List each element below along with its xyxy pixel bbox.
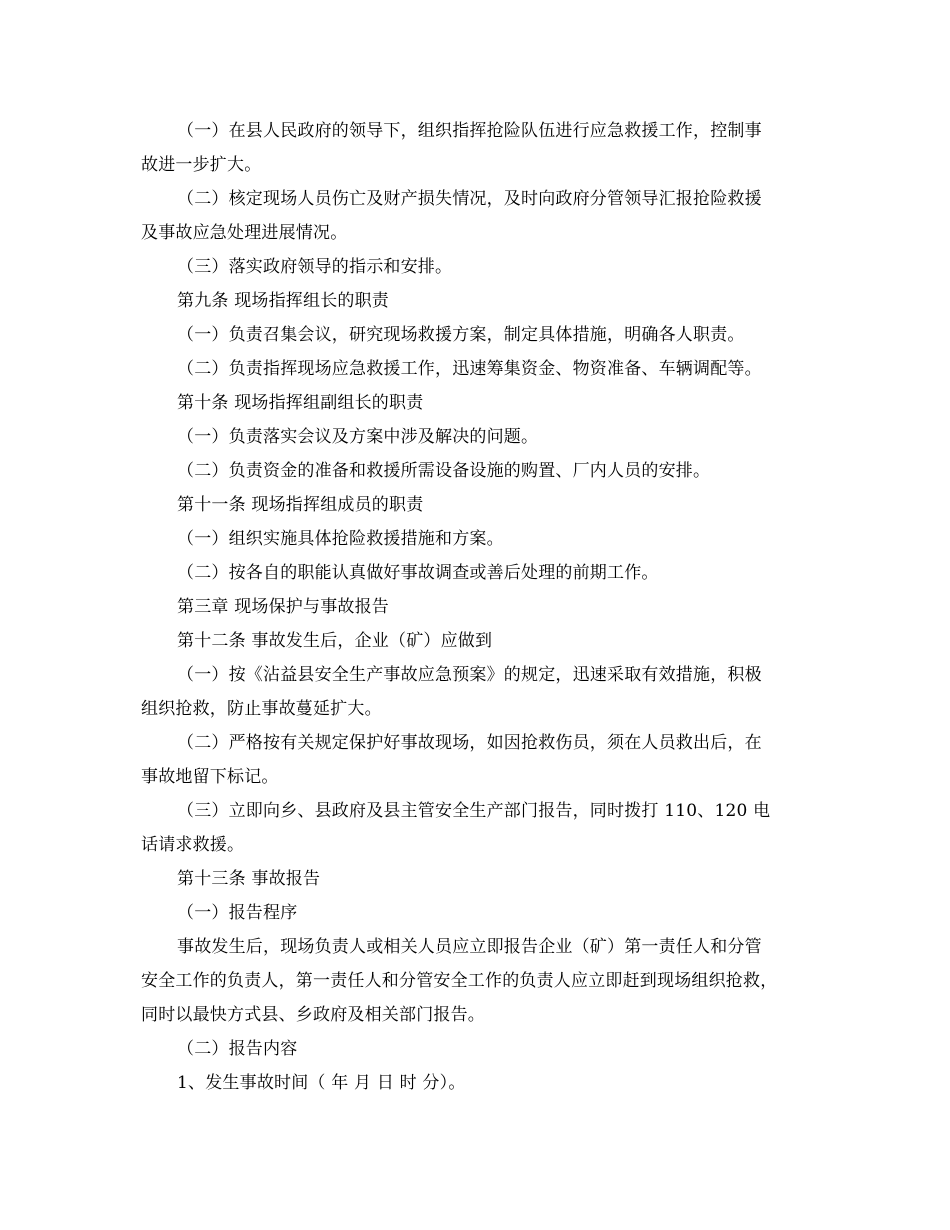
text-line: （一）在县人民政府的领导下，组织指挥抢险队伍进行应急救援工作，控制事 (177, 121, 762, 141)
chapter-heading: 第三章 现场保护与事故报告 (177, 597, 390, 617)
text-line: 同时以最快方式县、乡政府及相关部门报告。 (141, 1005, 485, 1025)
text-line: （三）落实政府领导的指示和安排。 (177, 257, 453, 277)
text-line: 事故发生后，现场负责人或相关人员应立即报告企业（矿）第一责任人和分管 (177, 937, 762, 957)
text-line: （一）组织实施具体抢险救援措施和方案。 (177, 529, 504, 549)
text-line: 1、发生事故时间（ 年 月 日 时 分）。 (177, 1073, 466, 1093)
section-heading: 第十三条 事故报告 (177, 869, 321, 889)
text-line: （二）按各自的职能认真做好事故调查或善后处理的前期工作。 (177, 563, 659, 583)
section-heading: 第九条 现场指挥组长的职责 (177, 291, 390, 311)
section-heading: 第十二条 事故发生后，企业（矿）应做到 (177, 631, 493, 651)
text-line: 话请求救援。 (141, 835, 245, 855)
text-line: （二）负责资金的准备和救援所需设备设施的购置、厂内人员的安排。 (177, 461, 711, 481)
text-line: 安全工作的负责人，第一责任人和分管安全工作的负责人应立即赶到现场组织抢救， (141, 971, 778, 991)
text-line: （一）负责召集会议，研究现场救援方案，制定具体措施，明确各人职责。 (177, 325, 745, 345)
text-line: （二）严格按有关规定保护好事故现场，如因抢救伤员，须在人员救出后，在 (177, 733, 762, 753)
text-line: 及事故应急处理进展情况。 (141, 223, 348, 243)
text-line: （三）立即向乡、县政府及县主管安全生产部门报告，同时拨打 110、120 电 (177, 801, 771, 821)
text-line: 故进一步扩大。 (141, 155, 262, 175)
text-line: （一）负责落实会议及方案中涉及解决的问题。 (177, 427, 539, 447)
text-line: （二）负责指挥现场应急救援工作，迅速筹集资金、物资准备、车辆调配等。 (177, 359, 762, 379)
text-line: （一）按《沾益县安全生产事故应急预案》的规定，迅速采取有效措施，积极 (177, 665, 762, 685)
text-line: 事故地留下标记。 (141, 767, 279, 787)
text-line: （二）报告内容 (177, 1039, 298, 1059)
section-heading: 第十条 现场指挥组副组长的职责 (177, 393, 424, 413)
text-line: （二）核定现场人员伤亡及财产损失情况，及时向政府分管领导汇报抢险救援 (177, 189, 762, 209)
text-line: 组织抢救，防止事故蔓延扩大。 (141, 699, 382, 719)
section-heading: 第十一条 现场指挥组成员的职责 (177, 495, 424, 515)
text-line: （一）报告程序 (177, 903, 298, 923)
